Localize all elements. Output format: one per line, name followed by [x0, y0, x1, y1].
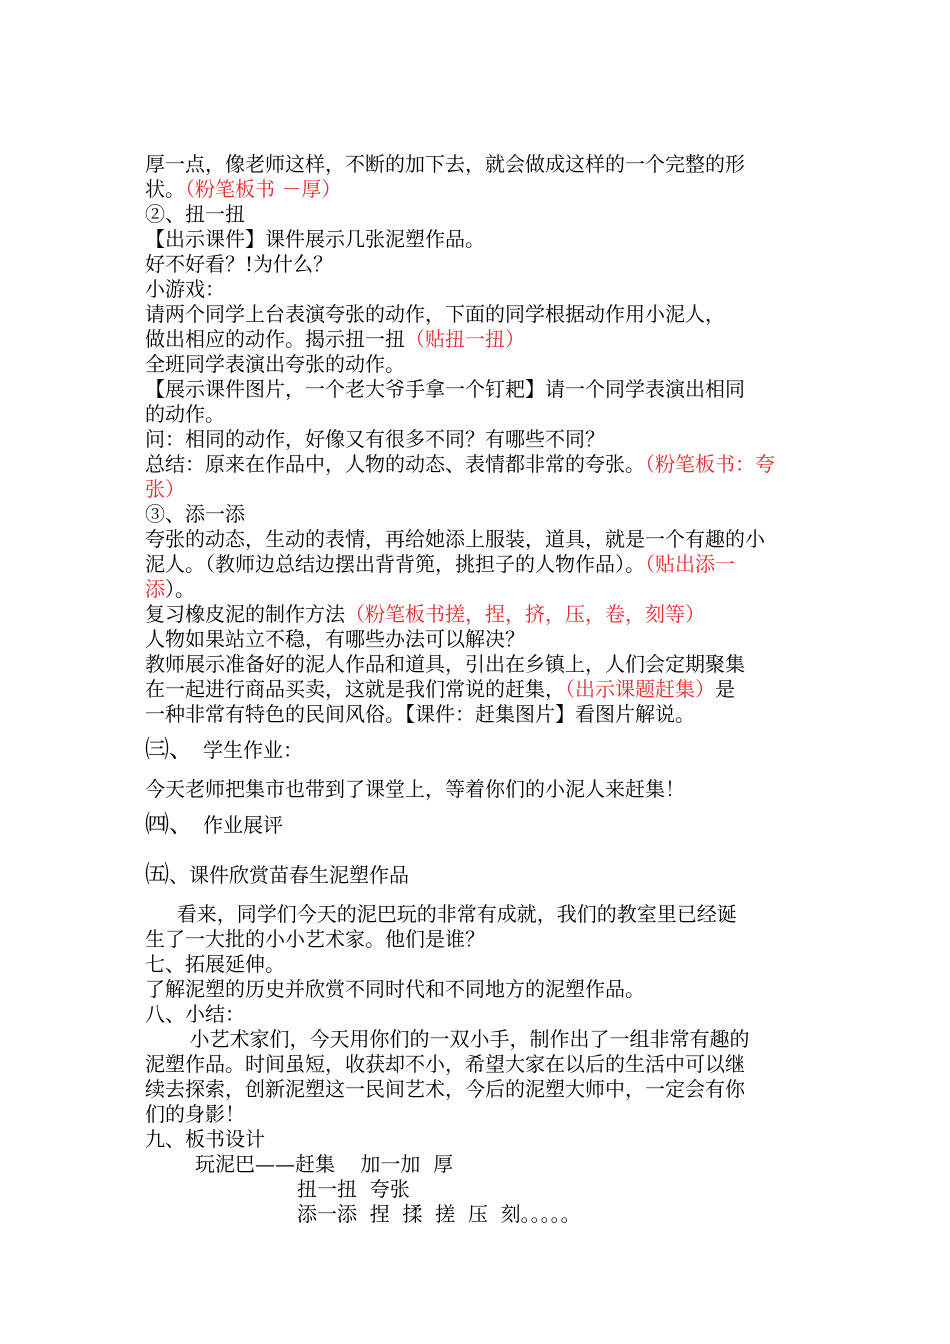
- body-text: 请两个同学上台表演夸张的动作，下面的同学根据动作用小泥人，: [145, 302, 725, 326]
- text-line: [145, 1027, 815, 1052]
- body-text: 一种非常有特色的民间风俗。【课件：赶集图片】看图片解说。: [145, 702, 695, 726]
- heading-text: 、课件欣赏苗春生泥塑作品: [169, 863, 409, 887]
- body-text: 复习橡皮泥的制作方法: [145, 602, 345, 626]
- text-line: [145, 277, 815, 302]
- heading-text: 作业展评: [203, 813, 283, 837]
- body-text: 厚一点，像老师这样，不断的加下去，就会做成这样的一个完整的形: [145, 152, 745, 176]
- section-number: ㈤: [145, 860, 169, 888]
- body-text: 续去探索，创新泥塑这一民间艺术，今后的泥塑大师中，一定会有你: [145, 1077, 745, 1101]
- subsection-heading: [145, 502, 815, 527]
- section-heading-3: [145, 737, 815, 763]
- heading-text: 八、小结：: [145, 1002, 245, 1026]
- subsection-heading: [145, 1127, 815, 1152]
- text-line: [145, 1102, 815, 1127]
- chalk-note: 添: [145, 577, 165, 601]
- body-text: 生了一大批的小小艺术家。他们是谁？: [145, 927, 485, 951]
- body-text: 泥人。（教师边总结边摆出背背篼，挑担子的人物作品）。: [145, 552, 645, 576]
- body-text: 做出相应的动作。揭示扭一扭: [145, 327, 405, 351]
- body-text: 【出示课件】课件展示几张泥塑作品。: [145, 227, 485, 251]
- text-line: [145, 902, 815, 927]
- text-line: [145, 627, 815, 652]
- body-text: 泥塑作品。时间虽短，收获却不小，希望大家在以后的生活中可以继: [145, 1052, 745, 1076]
- section-number: ㈣、: [145, 810, 193, 838]
- heading-text: ②、扭一扭: [145, 202, 245, 226]
- text-line: [145, 402, 815, 427]
- body-text: 了解泥塑的历史并欣赏不同时代和不同地方的泥塑作品。: [145, 977, 645, 1001]
- text-line: [145, 302, 815, 327]
- body-text: 全班同学表演出夸张的动作。: [145, 352, 405, 376]
- board-text: 玩泥巴——赶集 加一加 厚: [195, 1152, 454, 1176]
- text-line: [145, 552, 815, 577]
- text-line: [145, 977, 815, 1002]
- chalk-note: （粉笔板书搓，捏，挤，压，卷，刻等）: [345, 602, 705, 626]
- body-text: 总结：原来在作品中，人物的动态、表情都非常的夸张。: [145, 452, 645, 476]
- section-heading-5: [145, 862, 815, 888]
- subsection-heading: [145, 952, 815, 977]
- body-text: 教师展示准备好的泥人作品和道具，引出在乡镇上，人们会定期聚集: [145, 652, 745, 676]
- text-line: [145, 477, 815, 502]
- body-text: 【展示课件图片，一个老大爷手拿一个钉耙】请一个同学表演出相同: [145, 377, 745, 401]
- body-text: 好不好看？!为什么？: [145, 252, 334, 276]
- chalk-note: 张）: [145, 477, 185, 501]
- heading-text: ③、添一添: [145, 502, 245, 526]
- chalk-note: （出示课题赶集）: [565, 677, 715, 701]
- body-text: 小艺术家们，今天用你们的一双小手，制作出了一组非常有趣的: [145, 1027, 750, 1051]
- board-line: [297, 1202, 950, 1227]
- text-line: [145, 527, 815, 552]
- body-text: 的动作。: [145, 402, 225, 426]
- text-line: [145, 1077, 815, 1102]
- text-line: [145, 377, 815, 402]
- chalk-note: （粉笔板书 －厚）: [185, 177, 342, 201]
- text-line: [145, 1052, 815, 1077]
- text-line: [145, 677, 815, 702]
- body-text: 小游戏：: [145, 277, 225, 301]
- section-number: ㈢、: [145, 735, 193, 763]
- heading-text: 七、拓展延伸。: [145, 952, 285, 976]
- subsection-heading: [145, 1002, 815, 1027]
- chalk-note: （贴扭一扭）: [405, 327, 525, 351]
- text-line: [145, 427, 815, 452]
- body-text: 看来，同学们今天的泥巴玩的非常有成就，我们的教室里已经诞: [145, 902, 737, 926]
- text-line: [145, 352, 815, 377]
- text-line: [145, 452, 815, 477]
- text-line: [145, 702, 815, 727]
- body-text: 人物如果站立不稳，有哪些办法可以解决？: [145, 627, 525, 651]
- chalk-note: （贴出添一: [645, 552, 735, 576]
- text-line: [145, 252, 815, 277]
- body-text: ）。: [165, 577, 195, 601]
- text-line: [145, 152, 815, 177]
- text-line: [145, 652, 815, 677]
- board-line: [297, 1177, 950, 1202]
- heading-text: 九、板书设计: [145, 1127, 265, 1151]
- text-line: [145, 577, 815, 602]
- subsection-heading: [145, 202, 815, 227]
- text-line: [145, 227, 815, 252]
- text-line: [145, 777, 815, 802]
- text-line: [145, 177, 815, 202]
- body-text: 今天老师把集市也带到了课堂上，等着你们的小泥人来赶集！: [145, 777, 685, 801]
- body-text: 们的身影！: [145, 1102, 245, 1126]
- text-line: [145, 927, 815, 952]
- body-text: 夸张的动态，生动的表情，再给她添上服装，道具，就是一个有趣的小: [145, 527, 765, 551]
- body-text: 在一起进行商品买卖，这就是我们常说的赶集，: [145, 677, 565, 701]
- text-line: [145, 602, 815, 627]
- chalk-note: （粉笔板书：夸: [645, 452, 775, 476]
- section-heading-4: [145, 812, 815, 838]
- board-text: 添一添 捏 揉 搓 压 刻。。。。。: [297, 1202, 581, 1226]
- board-line: [195, 1152, 865, 1177]
- board-text: 扭一扭 夸张: [297, 1177, 410, 1201]
- body-text: 状。: [145, 177, 185, 201]
- text-line: [145, 327, 815, 352]
- heading-text: 学生作业：: [203, 738, 303, 762]
- body-text: 问：相同的动作，好像又有很多不同？有哪些不同？: [145, 427, 605, 451]
- body-text: 是: [715, 677, 735, 701]
